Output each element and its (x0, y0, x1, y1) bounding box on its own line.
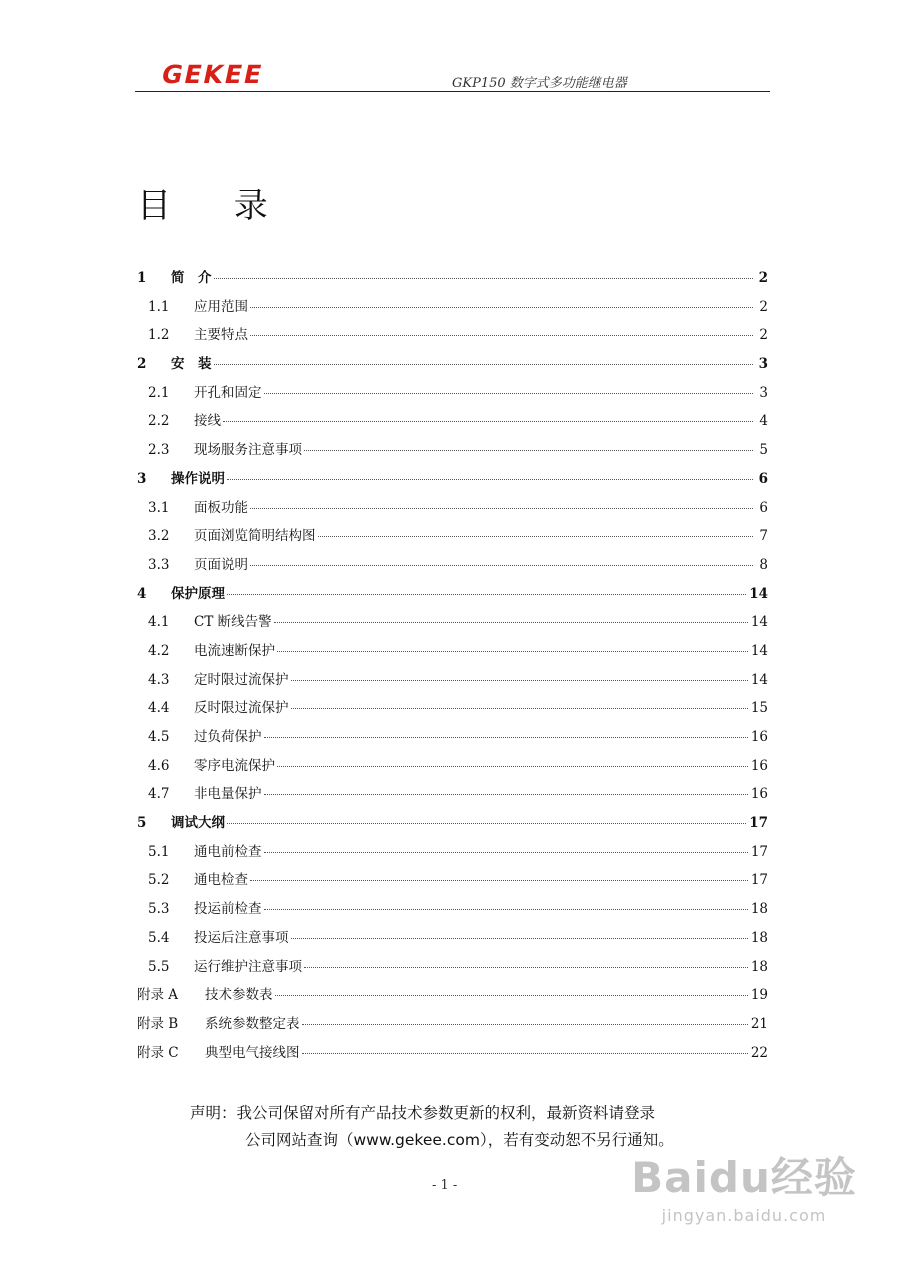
toc-entry[interactable] (137, 409, 768, 438)
toc-dot-leader (274, 622, 748, 623)
toc-entry[interactable] (137, 840, 768, 869)
toc-entry-number: 3.2 (148, 528, 170, 545)
toc-dot-leader (250, 335, 753, 336)
toc-dot-leader (227, 479, 753, 480)
toc-entry-title: 页面浏览简明结构图 (194, 528, 316, 545)
toc-entry-page: 19 (750, 987, 768, 1004)
toc-entry-page: 3 (758, 356, 768, 373)
toc-entry-page: 21 (750, 1015, 768, 1032)
toc-entry[interactable] (137, 323, 768, 352)
toc-dot-leader (250, 880, 748, 881)
toc-entry-title: 简 介 (171, 270, 212, 286)
toc-entry[interactable] (137, 668, 768, 697)
toc-entry-page: 3 (759, 384, 768, 401)
toc-entry-page: 2 (759, 298, 768, 315)
toc-entry-page: 17 (750, 843, 768, 860)
baidu-watermark (624, 1150, 864, 1250)
toc-entry[interactable] (137, 266, 768, 295)
toc-entry-title: 页面说明 (194, 556, 248, 573)
toc-entry[interactable] (137, 955, 768, 984)
toc-entry-number: 3.1 (148, 499, 170, 516)
toc-entry-title: 通电检查 (194, 872, 248, 889)
toc-entry-number: 1.1 (148, 298, 170, 315)
toc-dot-leader (250, 307, 753, 308)
toc-dot-leader (302, 1024, 748, 1025)
notice-line-1: 声明：我公司保留对所有产品技术参数更新的权利，最新资料请登录 (190, 1104, 656, 1122)
toc-entry-title: 主要特点 (194, 327, 248, 344)
toc-entry-page: 8 (759, 556, 768, 573)
toc-dot-leader (291, 708, 748, 709)
toc-entry-title: 电流速断保护 (194, 642, 275, 659)
toc-entry-number: 2.3 (148, 442, 170, 459)
toc-entry-page: 4 (759, 413, 768, 430)
toc-entry[interactable] (137, 381, 768, 410)
toc-entry-title: 反时限过流保护 (194, 700, 289, 717)
toc-dot-leader (277, 766, 748, 767)
toc-entry-page: 15 (750, 700, 768, 717)
toc-entry-title: 投运前检查 (194, 901, 262, 918)
toc-entry-title: 接线 (194, 413, 221, 430)
toc-dot-leader (264, 737, 748, 738)
toc-entry-page: 2 (759, 327, 768, 344)
toc-dot-leader (275, 995, 748, 996)
document-header-title: GKP150 数字式多功能继电器 (452, 76, 627, 91)
toc-entry-title: 通电前检查 (194, 843, 262, 860)
toc-entry[interactable] (137, 1041, 768, 1070)
page-number: - 1 - (432, 1178, 458, 1193)
toc-entry-number: 4.7 (148, 786, 170, 803)
toc-dot-leader (264, 909, 748, 910)
toc-entry-title: 系统参数整定表 (205, 1015, 300, 1032)
header-divider (135, 91, 770, 92)
toc-entry[interactable] (137, 1012, 768, 1041)
toc-entry-page: 14 (750, 614, 768, 631)
toc-dot-leader (264, 393, 754, 394)
toc-entry-number: 4.1 (148, 614, 170, 631)
toc-entry-number: 2 (137, 356, 147, 373)
toc-entry-title: 调试大纲 (171, 815, 225, 832)
toc-entry-title: 现场服务注意事项 (194, 442, 302, 459)
toc-entry-title: 技术参数表 (205, 987, 273, 1004)
toc-entry-number: 2.2 (148, 413, 170, 430)
toc-dot-leader (291, 680, 748, 681)
toc-entry-title: 保护原理 (171, 585, 225, 602)
toc-entry-number: 4 (137, 585, 147, 602)
toc-entry-number: 5.4 (148, 929, 170, 946)
toc-entry-title: 零序电流保护 (194, 757, 275, 774)
toc-entry-title: 面板功能 (194, 499, 248, 516)
toc-entry-title: 过负荷保护 (194, 729, 262, 745)
toc-entry-page: 7 (759, 528, 768, 545)
toc-entry[interactable] (137, 639, 768, 668)
toc-entry-title: 定时限过流保护 (194, 671, 289, 688)
toc-entry-number: 5.5 (148, 958, 170, 975)
toc-entry[interactable] (137, 754, 768, 783)
toc-entry-number: 4.5 (148, 729, 170, 745)
toc-entry-page: 16 (750, 729, 768, 745)
toc-dot-leader (214, 278, 754, 279)
toc-entry-title: 开孔和固定 (194, 384, 262, 401)
toc-entry[interactable] (137, 811, 768, 840)
toc-entry-page: 16 (750, 786, 768, 803)
toc-entry-number: 4.6 (148, 757, 170, 774)
toc-dot-leader (250, 508, 753, 509)
toc-entry-title: 运行维护注意事项 (194, 958, 302, 975)
toc-entry-title: 投运后注意事项 (194, 929, 289, 946)
toc-entry[interactable] (137, 897, 768, 926)
toc-dot-leader (227, 594, 746, 595)
toc-entry-page: 14 (749, 585, 768, 602)
toc-entry-number: 1 (137, 270, 147, 286)
toc-entry-number: 附录 C (137, 1044, 179, 1061)
disclaimer-notice (190, 1100, 770, 1154)
toc-entry-title: CT 断线告警 (194, 614, 272, 631)
toc-entry-page: 6 (758, 470, 768, 487)
toc-entry[interactable] (137, 352, 768, 381)
toc-entry-page: 14 (750, 642, 768, 659)
watermark-url: jingyan.baidu.com (661, 1206, 827, 1225)
toc-entry-number: 2.1 (148, 384, 170, 401)
toc-entry-page: 2 (758, 270, 768, 286)
toc-entry-number: 3 (137, 470, 147, 487)
toc-entry[interactable] (137, 868, 768, 897)
toc-entry-title: 非电量保护 (194, 786, 262, 803)
toc-dot-leader (250, 565, 753, 566)
toc-dot-leader (264, 794, 748, 795)
toc-entry[interactable] (137, 438, 768, 467)
toc-dot-leader (227, 823, 746, 824)
toc-entry-page: 6 (759, 499, 768, 516)
toc-dot-leader (264, 852, 748, 853)
toc-entry[interactable] (137, 983, 768, 1012)
toc-entry[interactable] (137, 696, 768, 725)
toc-entry-number: 5.2 (148, 872, 170, 889)
toc-entry-number: 5.3 (148, 901, 170, 918)
toc-entry-page: 16 (750, 757, 768, 774)
toc-entry-number: 4.3 (148, 671, 170, 688)
table-of-contents (137, 266, 768, 1069)
toc-entry-title: 典型电气接线图 (205, 1044, 300, 1061)
toc-dot-leader (214, 364, 754, 365)
toc-entry-page: 14 (750, 671, 768, 688)
toc-entry[interactable] (137, 926, 768, 955)
toc-entry[interactable] (137, 496, 768, 525)
toc-entry-page: 18 (750, 929, 768, 946)
toc-entry-page: 17 (750, 872, 768, 889)
toc-entry-number: 5.1 (148, 843, 170, 860)
toc-entry-number: 4.2 (148, 642, 170, 659)
toc-entry[interactable] (137, 782, 768, 811)
toc-entry[interactable] (137, 725, 768, 754)
toc-dot-leader (277, 651, 748, 652)
toc-entry[interactable] (137, 467, 768, 496)
toc-dot-leader (291, 938, 748, 939)
gekee-logo: GEKEE (158, 60, 267, 89)
toc-entry-title: 操作说明 (171, 470, 225, 487)
toc-entry[interactable] (137, 524, 768, 553)
toc-entry-number: 5 (137, 815, 147, 832)
toc-dot-leader (304, 967, 748, 968)
toc-dot-leader (318, 536, 754, 537)
toc-entry[interactable] (137, 553, 768, 582)
toc-dot-leader (223, 421, 753, 422)
toc-entry-number: 1.2 (148, 327, 170, 344)
toc-entry-page: 17 (749, 815, 768, 832)
toc-entry-page: 18 (750, 901, 768, 918)
toc-entry-number: 附录 B (137, 1015, 179, 1032)
toc-entry[interactable] (137, 582, 768, 611)
toc-entry-number: 4.4 (148, 700, 170, 717)
toc-entry-page: 5 (759, 442, 768, 459)
toc-entry-title: 安 装 (171, 356, 212, 373)
toc-entry[interactable] (137, 295, 768, 324)
toc-entry-number: 3.3 (148, 556, 170, 573)
toc-dot-leader (304, 450, 753, 451)
toc-entry[interactable] (137, 610, 768, 639)
notice-line-2: 公司网站查询（www.gekee.com），若有变动恕不另行通知。 (245, 1131, 674, 1149)
toc-dot-leader (302, 1053, 748, 1054)
watermark-brand: Baidu经验 (631, 1153, 857, 1202)
toc-entry-page: 22 (750, 1044, 768, 1061)
toc-heading: 目 录 (137, 186, 294, 226)
toc-entry-number: 附录 A (137, 987, 179, 1004)
toc-entry-page: 18 (750, 958, 768, 975)
toc-entry-title: 应用范围 (194, 298, 248, 315)
